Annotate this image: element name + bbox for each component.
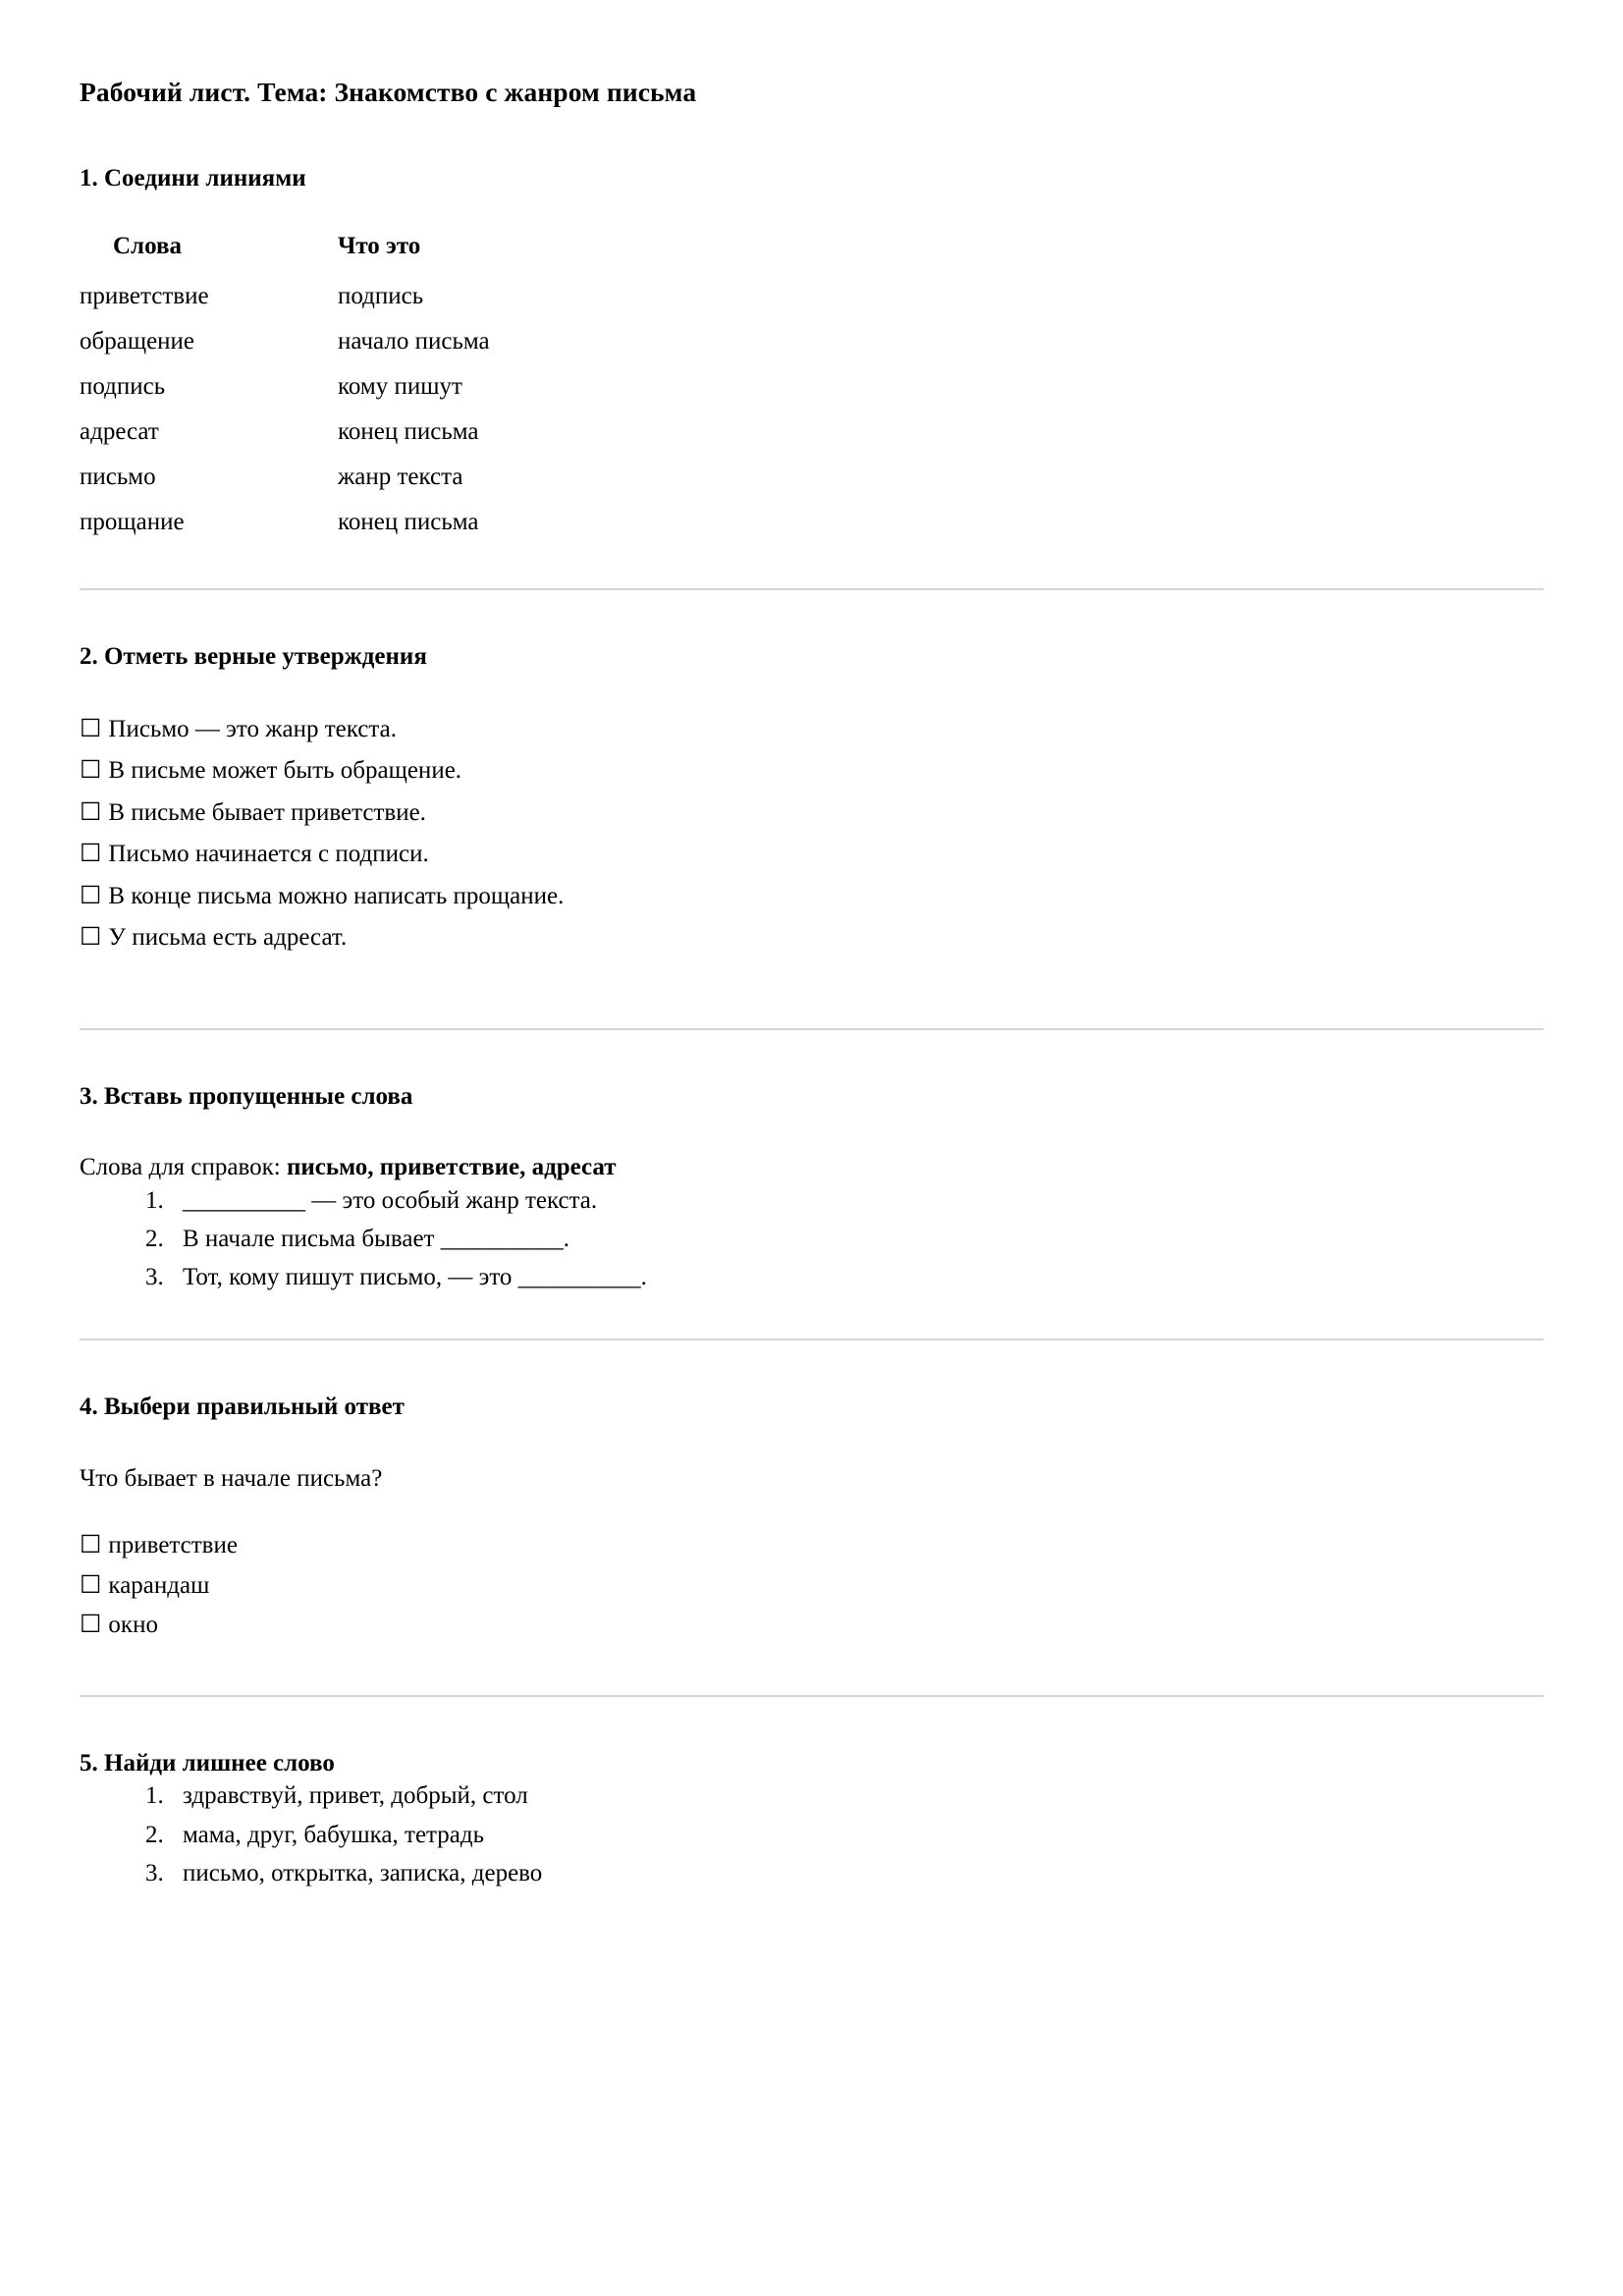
table-row <box>80 326 490 371</box>
section-4-heading: 4. Выбери правильный ответ <box>80 1394 405 1421</box>
list-item[interactable] <box>80 840 1543 882</box>
list-item[interactable]: 2. В начале письма бывает __________. <box>170 1223 1543 1261</box>
list-item[interactable] <box>80 1531 1543 1571</box>
section-odd-one-out <box>80 1748 1543 1895</box>
statement-label: В письме бывает приветствие. <box>108 798 426 826</box>
checkbox-icon[interactable]: ☐ <box>80 1612 102 1639</box>
section-fill-blanks <box>80 1081 1543 1300</box>
checkbox-icon[interactable]: ☐ <box>80 882 102 909</box>
list-item[interactable]: 3. письмо, открытка, записка, дерево <box>170 1857 1543 1895</box>
section-1-heading: 1. Соедини линиями <box>80 165 306 192</box>
statement-label: Письмо — это жанр текста. <box>108 715 397 742</box>
reference-words-line <box>80 1152 1543 1184</box>
statement-checkbox-list <box>80 715 1543 965</box>
section-divider <box>80 1695 1543 1697</box>
table-cell-what: начало письма <box>338 328 490 355</box>
reference-words-value: письмо, приветствие, адресат <box>286 1154 617 1181</box>
word-matching-table <box>80 231 490 552</box>
fill-blank-list <box>80 1184 1543 1300</box>
column-header-words: Слова <box>113 232 182 259</box>
table-row <box>80 416 490 462</box>
table-row <box>80 507 490 552</box>
section-3-heading: 3. Вставь пропущенные слова <box>80 1082 413 1110</box>
section-match-lines <box>80 163 1543 552</box>
table-cell-word: письмо <box>80 464 156 491</box>
table-cell-word: прощание <box>80 509 185 536</box>
table-cell-what: жанр текста <box>338 464 463 491</box>
table-row <box>80 462 490 507</box>
table-body <box>80 281 490 552</box>
table-cell-word: приветствие <box>80 283 209 310</box>
checkbox-icon[interactable]: ☐ <box>80 924 102 952</box>
section-true-statements <box>80 641 1543 965</box>
section-5-heading: 5. Найди лишнее слово <box>80 1749 335 1777</box>
list-item[interactable]: 1. здравствуй, привет, добрый, стол <box>170 1779 1543 1818</box>
statement-label: У письма есть адресат. <box>108 924 348 952</box>
list-item[interactable] <box>80 882 1543 924</box>
checkbox-icon[interactable]: ☐ <box>80 841 102 868</box>
option-label: карандаш <box>108 1571 210 1599</box>
table-row <box>80 371 490 416</box>
list-item[interactable] <box>80 1571 1543 1612</box>
checkbox-icon[interactable]: ☐ <box>80 798 102 826</box>
table-cell-word: обращение <box>80 328 195 355</box>
list-item[interactable]: 3. Тот, кому пишут письмо, — это __________. <box>170 1261 1543 1299</box>
answer-option-list <box>80 1531 1543 1651</box>
section-divider <box>80 588 1543 590</box>
list-item[interactable] <box>80 923 1543 965</box>
page-title: Рабочий лист. Тема: Знакомство с жанром письма <box>80 77 697 107</box>
list-item[interactable] <box>80 1611 1543 1651</box>
checkbox-icon[interactable]: ☐ <box>80 715 102 742</box>
section-multiple-choice <box>80 1392 1543 1651</box>
section-divider <box>80 1339 1543 1340</box>
reference-words-label: Слова для справок: <box>80 1154 287 1181</box>
checkbox-icon[interactable]: ☐ <box>80 1532 102 1559</box>
question-text: Что бывает в начале письма? <box>80 1464 383 1492</box>
table-cell-word: адресат <box>80 418 159 446</box>
checkbox-icon[interactable]: ☐ <box>80 1571 102 1599</box>
table-cell-what: конец письма <box>338 509 479 536</box>
section-divider <box>80 1028 1543 1030</box>
option-label: окно <box>108 1612 158 1639</box>
table-header <box>80 231 490 281</box>
list-item[interactable] <box>80 798 1543 841</box>
checkbox-icon[interactable]: ☐ <box>80 757 102 785</box>
statement-label: В письме может быть обращение. <box>108 757 462 785</box>
table-header-row <box>80 231 490 281</box>
list-item[interactable]: 2. мама, друг, бабушка, тетрадь <box>170 1819 1543 1857</box>
odd-word-list <box>80 1779 1543 1895</box>
list-item[interactable] <box>80 756 1543 798</box>
list-item[interactable] <box>80 715 1543 757</box>
table-cell-what: подпись <box>338 283 424 310</box>
table-cell-what: кому пишут <box>338 373 462 401</box>
list-item[interactable]: 1. __________ — это особый жанр текста. <box>170 1184 1543 1223</box>
statement-label: Письмо начинается с подписи. <box>108 841 429 868</box>
statement-label: В конце письма можно написать прощание. <box>108 882 565 909</box>
table-row <box>80 281 490 326</box>
table-cell-word: подпись <box>80 373 166 401</box>
column-header-what: Что это <box>338 232 421 259</box>
table-cell-what: конец письма <box>338 418 479 446</box>
option-label: приветствие <box>108 1532 238 1559</box>
section-2-heading: 2. Отметь верные утверждения <box>80 643 427 671</box>
